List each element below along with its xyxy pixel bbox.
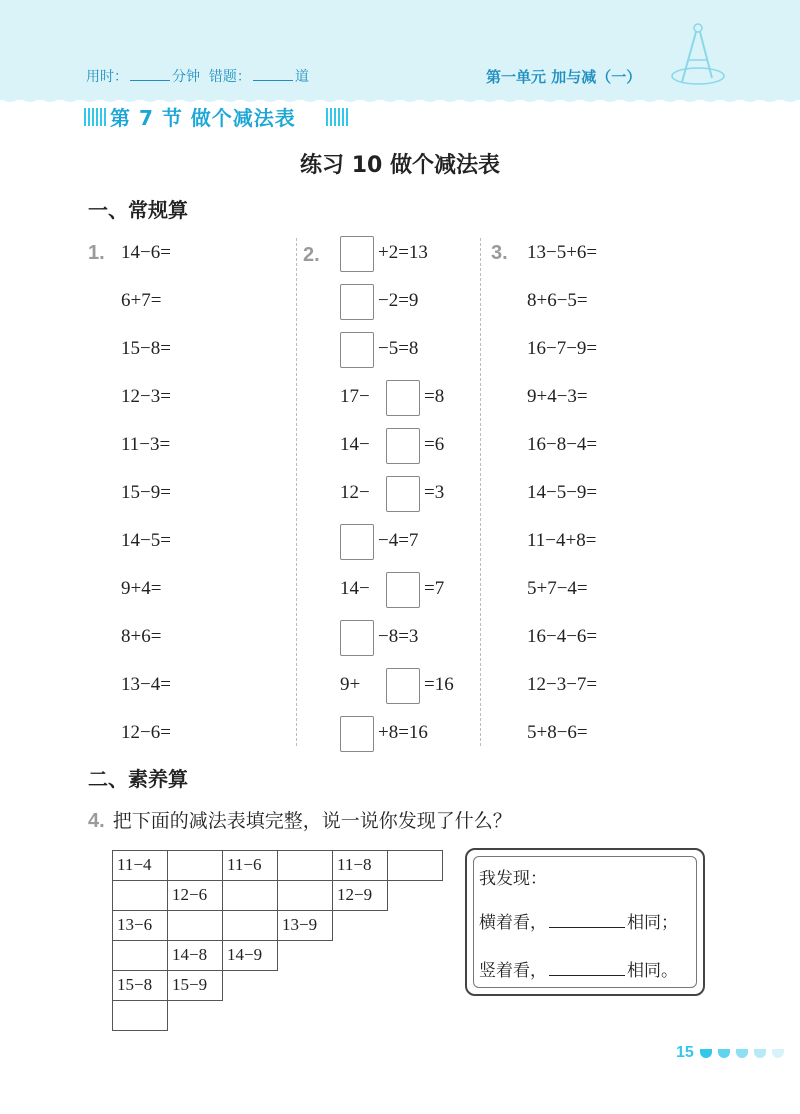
discovery-line-horizontal	[479, 908, 678, 933]
column-divider	[480, 238, 481, 746]
q3-equation: 16−8−4=	[527, 434, 598, 455]
answer-box[interactable]	[340, 620, 374, 656]
page-number: 15	[676, 1044, 694, 1061]
q2-equation-tail: =16	[424, 674, 454, 695]
q3-number: 3.	[491, 242, 508, 264]
q4-question	[88, 806, 512, 833]
stripes-left-decoration	[84, 108, 106, 126]
q3-equation: 14−5−9=	[527, 482, 598, 503]
discovery-line-vertical	[479, 956, 678, 981]
discovery-line1-suffix: 相同；	[627, 913, 678, 933]
time-error-record	[86, 66, 309, 86]
table-cell-blank[interactable]	[167, 910, 223, 941]
table-cell: 13−6	[112, 910, 168, 941]
unit-title: 第一单元 加与减（一）	[486, 68, 642, 86]
q3-equation: 16−4−6=	[527, 626, 598, 647]
discovery-box	[465, 848, 705, 996]
section-tag	[84, 100, 348, 134]
answer-box[interactable]	[386, 572, 420, 608]
q1-equation: 15−9=	[121, 482, 171, 503]
q1-equation: 9+4=	[121, 578, 162, 599]
table-cell-blank[interactable]	[112, 880, 168, 911]
q3-equation: 8+6−5=	[527, 290, 588, 311]
table-cell: 12−6	[167, 880, 223, 911]
q2-equation-tail: −8=3	[378, 626, 419, 647]
table-cell: 11−6	[222, 850, 278, 881]
q1-equation: 13−4=	[121, 674, 171, 695]
q4-text: 把下面的减法表填完整，说一说你发现了什么？	[112, 810, 512, 832]
table-cell-blank[interactable]	[112, 940, 168, 971]
q2-equation-head: 14−	[340, 434, 370, 455]
q2-equation-tail: =6	[424, 434, 445, 455]
table-cell-blank[interactable]	[277, 880, 333, 911]
table-cell: 15−8	[112, 970, 168, 1001]
q1-equation: 8+6=	[121, 626, 162, 647]
page-dot-decoration	[718, 1049, 730, 1058]
q4-number: 4.	[88, 810, 105, 832]
table-cell: 14−9	[222, 940, 278, 971]
compass-icon	[666, 20, 726, 90]
answer-box[interactable]	[340, 236, 374, 272]
answer-box[interactable]	[340, 332, 374, 368]
part2-title: 二、素养算	[88, 767, 188, 791]
page-dot-decoration	[772, 1049, 784, 1058]
table-cell: 13−9	[277, 910, 333, 941]
table-cell-blank[interactable]	[387, 850, 443, 881]
time-blank[interactable]	[130, 68, 170, 81]
table-cell: 11−4	[112, 850, 168, 881]
q2-equation-tail: +8=16	[378, 722, 428, 743]
q3-equation: 9+4−3=	[527, 386, 588, 407]
q1-equation: 14−6=	[121, 242, 171, 263]
q2-equation-tail: −2=9	[378, 290, 419, 311]
q2-equation-tail: −5=8	[378, 338, 419, 359]
q2-equation-tail: =7	[424, 578, 445, 599]
answer-box[interactable]	[386, 428, 420, 464]
discovery-title: 我发现：	[479, 869, 547, 889]
page-dot-decoration	[736, 1049, 748, 1058]
q2-equation-tail: +2=13	[378, 242, 428, 263]
table-cell: 14−8	[167, 940, 223, 971]
answer-box[interactable]	[340, 284, 374, 320]
q1-equation: 12−6=	[121, 722, 171, 743]
table-cell-blank[interactable]	[277, 850, 333, 881]
q2-equation-head: 9+	[340, 674, 361, 695]
page-dot-decoration	[700, 1049, 712, 1058]
q3-equation: 5+7−4=	[527, 578, 588, 599]
q1-equation: 11−3=	[121, 434, 171, 455]
answer-box[interactable]	[386, 380, 420, 416]
q2-equation-tail: =3	[424, 482, 445, 503]
q3-equation: 13−5+6=	[527, 242, 598, 263]
q2-equation-head: 12−	[340, 482, 370, 503]
q3-equation: 11−4+8=	[527, 530, 597, 551]
q3-equation: 16−7−9=	[527, 338, 598, 359]
errors-blank[interactable]	[253, 68, 293, 81]
q1-equation: 12−3=	[121, 386, 171, 407]
q2-equation-head: 17−	[340, 386, 370, 407]
table-cell-blank[interactable]	[167, 850, 223, 881]
discovery-blank-vertical[interactable]	[549, 961, 625, 976]
table-cell-blank[interactable]	[112, 1000, 168, 1031]
errors-label: 错题：	[208, 69, 251, 85]
section-tag-text: 第 7 节 做个减法表	[110, 106, 296, 130]
time-label: 用时：	[86, 69, 128, 85]
column-divider	[296, 238, 297, 746]
q3-equation: 5+8−6=	[527, 722, 588, 743]
table-cell: 11−8	[332, 850, 388, 881]
stripes-right-decoration	[326, 108, 348, 126]
table-cell: 15−9	[167, 970, 223, 1001]
discovery-blank-horizontal[interactable]	[549, 913, 625, 928]
q1-equation: 14−5=	[121, 530, 171, 551]
q2-equation-tail: =8	[424, 386, 445, 407]
q1-equation: 15−8=	[121, 338, 171, 359]
discovery-line2-prefix: 竖着看，	[479, 961, 547, 981]
table-cell-blank[interactable]	[222, 880, 278, 911]
part1-title: 一、常规算	[88, 198, 188, 222]
q3-equation: 12−3−7=	[527, 674, 598, 695]
time-unit: 分钟	[172, 69, 200, 85]
table-cell-blank[interactable]	[222, 910, 278, 941]
answer-box[interactable]	[340, 524, 374, 560]
discovery-line1-prefix: 横着看，	[479, 913, 547, 933]
discovery-line2-suffix: 相同。	[627, 961, 678, 981]
answer-box[interactable]	[386, 668, 420, 704]
answer-box[interactable]	[340, 716, 374, 752]
answer-box[interactable]	[386, 476, 420, 512]
q2-equation-tail: −4=7	[378, 530, 419, 551]
errors-unit: 道	[294, 69, 309, 85]
q2-equation-head: 14−	[340, 578, 370, 599]
table-cell: 12−9	[332, 880, 388, 911]
q1-number: 1.	[88, 242, 105, 264]
page-dot-decoration	[754, 1049, 766, 1058]
q1-equation: 6+7=	[121, 290, 162, 311]
q2-number: 2.	[303, 244, 320, 266]
page-title: 练习 10 做个减法表	[300, 153, 500, 178]
